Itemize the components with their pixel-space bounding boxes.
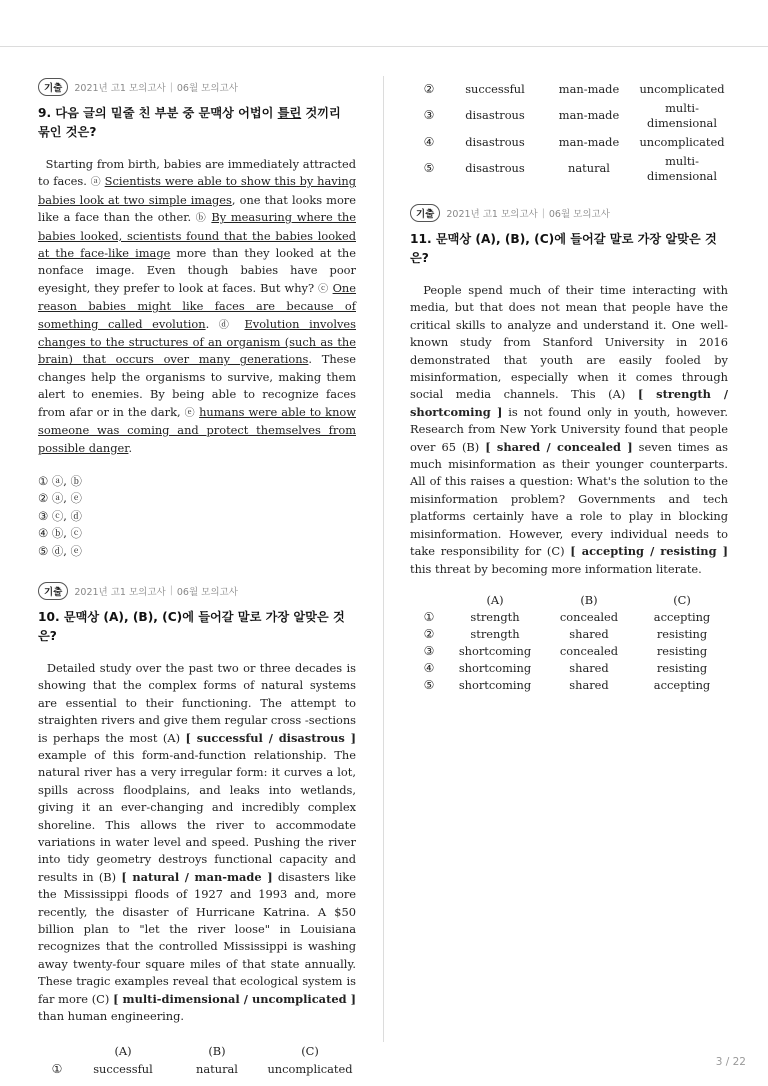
- answer-option[interactable]: ① ⓐ, ⓑ: [38, 473, 82, 488]
- column-header: (A): [486, 593, 504, 608]
- answer-table: [38, 1041, 356, 1078]
- answer-row[interactable]: ② strength shared resisting: [423, 627, 708, 642]
- column-header: (C): [673, 593, 691, 608]
- left-column: [38, 78, 356, 1078]
- answer-table: [410, 592, 728, 694]
- exam-month: 06월 모의고사: [548, 209, 610, 220]
- question-title: 9. 다음 글의 밑줄 친 부분 중 문맥상 어법이 틀린 것끼리 묶인 것은?: [38, 106, 341, 139]
- header-divider: [0, 46, 768, 47]
- answer-table-continued: [410, 78, 728, 184]
- answer-row[interactable]: ⑤ shortcoming shared accepting: [423, 678, 711, 693]
- answer-row[interactable]: ② successful man-made uncomplicated: [423, 81, 725, 96]
- exam-month: 06월 모의고사: [176, 83, 238, 94]
- answer-row[interactable]: ④ shortcoming shared resisting: [423, 661, 708, 676]
- column-header: (B): [208, 1043, 226, 1058]
- source-tag: 기출 2021년 고1 모의고사 | 06월 모의고사: [410, 204, 728, 222]
- exam-year: 2021년 고1 모의고사: [446, 209, 538, 220]
- column-header: (C): [301, 1043, 319, 1058]
- column-header: (B): [580, 593, 598, 608]
- question-10: [38, 582, 356, 1079]
- source-tag: 기출 2021년 고1 모의고사 | 06월 모의고사: [38, 78, 356, 96]
- exam-year: 2021년 고1 모의고사: [74, 586, 166, 598]
- answer-row[interactable]: ⑤ disastrous natural multi-dimensional: [423, 154, 717, 183]
- answer-row[interactable]: ① strength concealed accepting: [423, 610, 711, 625]
- past-exam-badge: 기출: [38, 78, 68, 96]
- source-tag: 기출 2021년 고1 모의고사 | 06월 모의고사: [38, 582, 356, 600]
- question-passage: Starting from birth, babies are immediately attracted to faces. ⓐ Scientists were able to show this by having babies look at two simple images, one that looks more like a face than the other. ⓑ By measuring where the babies looked, scientists found that the babies looked at the face-like image more than they looked at the nonface image. Even though babies have poor eyesight, they prefer to look at faces. But why? ⓒ One reason babies might like faces are because of something called evolution. ⓓ Evolution involves changes to the structures of an organism (such as the brain) that occurs over many generations. These changes help the organisms to survive, making them alert to enemies. By being able to recognize faces from afar or in the dark, ⓔ humans were able to know someone was coming and protect themselves from possible danger.: [38, 157, 357, 455]
- answer-row[interactable]: ③ disastrous man-made multi-dimensional: [423, 101, 717, 130]
- answer-option[interactable]: ⑤ ⓓ, ⓔ: [38, 543, 82, 558]
- exam-month: 06월 모의고사: [176, 586, 238, 598]
- question-title: 10. 문맥상 (A), (B), (C)에 들어갈 말로 가장 알맞은 것은?: [38, 609, 345, 643]
- answer-option[interactable]: ④ ⓑ, ⓒ: [38, 526, 82, 541]
- question-title: 11. 문맥상 (A), (B), (C)에 들어갈 말로 가장 알맞은 것은?: [410, 232, 717, 265]
- answer-row[interactable]: ① successful natural uncomplicated: [51, 1062, 353, 1077]
- answer-option[interactable]: ③ ⓒ, ⓓ: [38, 508, 82, 523]
- page-number: 3 / 22: [715, 1056, 746, 1068]
- question-9: [38, 78, 356, 560]
- column-header: (A): [114, 1043, 132, 1058]
- exam-year: 2021년 고1 모의고사: [74, 83, 166, 94]
- past-exam-badge: 기출: [38, 582, 68, 600]
- right-column: [410, 78, 728, 694]
- column-divider: [383, 76, 384, 1042]
- question-passage: People spend much of their time interacting with media, but that does not mean that people have the critical skills to analyze and understand it. One well-known study from Stanford University in 2016 demonstrated that youth are easily fooled by misinformation, especially when it comes through social media channels. This (A) [ strength / shortcoming ] is not found only in youth, however. Research from New York University found that people over 65 (B) [ shared / concealed ] seven times as much misinformation as their younger counterparts. All of this raises a question: What's the solution to the misinformation problem? Governments and tech platforms certainly have a role to play in blocking misinformation. However, every individual needs to take responsibility for (C) [ accepting / resisting ] this threat by becoming more information literate.: [410, 283, 729, 576]
- question-passage: Detailed study over the past two or three decades is showing that the complex forms of natural systems are essential to their functioning. The attempt to straighten rivers and give them regular cross -sections is perhaps the most (A) [ successful / disastrous ] example of this form-and-function relationship. The natural river has a very irregular form: it curves a lot, spills across floodplains, and leaks into wetlands, giving it an ever-changing and incredibly complex shoreline. This allows the river to accommodate variations in water level and speed. Pushing the river into tidy geometry destroys functional capacity and results in (B) [ natural / man-made ] disasters like the Mississippi floods of 1927 and 1993 and, more recently, the disaster of Hurricane Katrina. A $50 billion plan to "let the river loose" in Louisiana recognizes that the controlled Mississippi is washing away twenty-four square miles of that state annually. These tragic examples reveal that ecological system is far more (C) [ multi-dimensional / uncomplicated ] than human engineering.: [38, 660, 356, 1024]
- answer-row[interactable]: ④ disastrous man-made uncomplicated: [423, 134, 725, 149]
- past-exam-badge: 기출: [410, 204, 440, 222]
- answer-options: [38, 473, 356, 560]
- question-11: [410, 204, 728, 694]
- answer-row[interactable]: ③ shortcoming concealed resisting: [423, 644, 708, 659]
- answer-option[interactable]: ② ⓐ, ⓔ: [38, 491, 82, 506]
